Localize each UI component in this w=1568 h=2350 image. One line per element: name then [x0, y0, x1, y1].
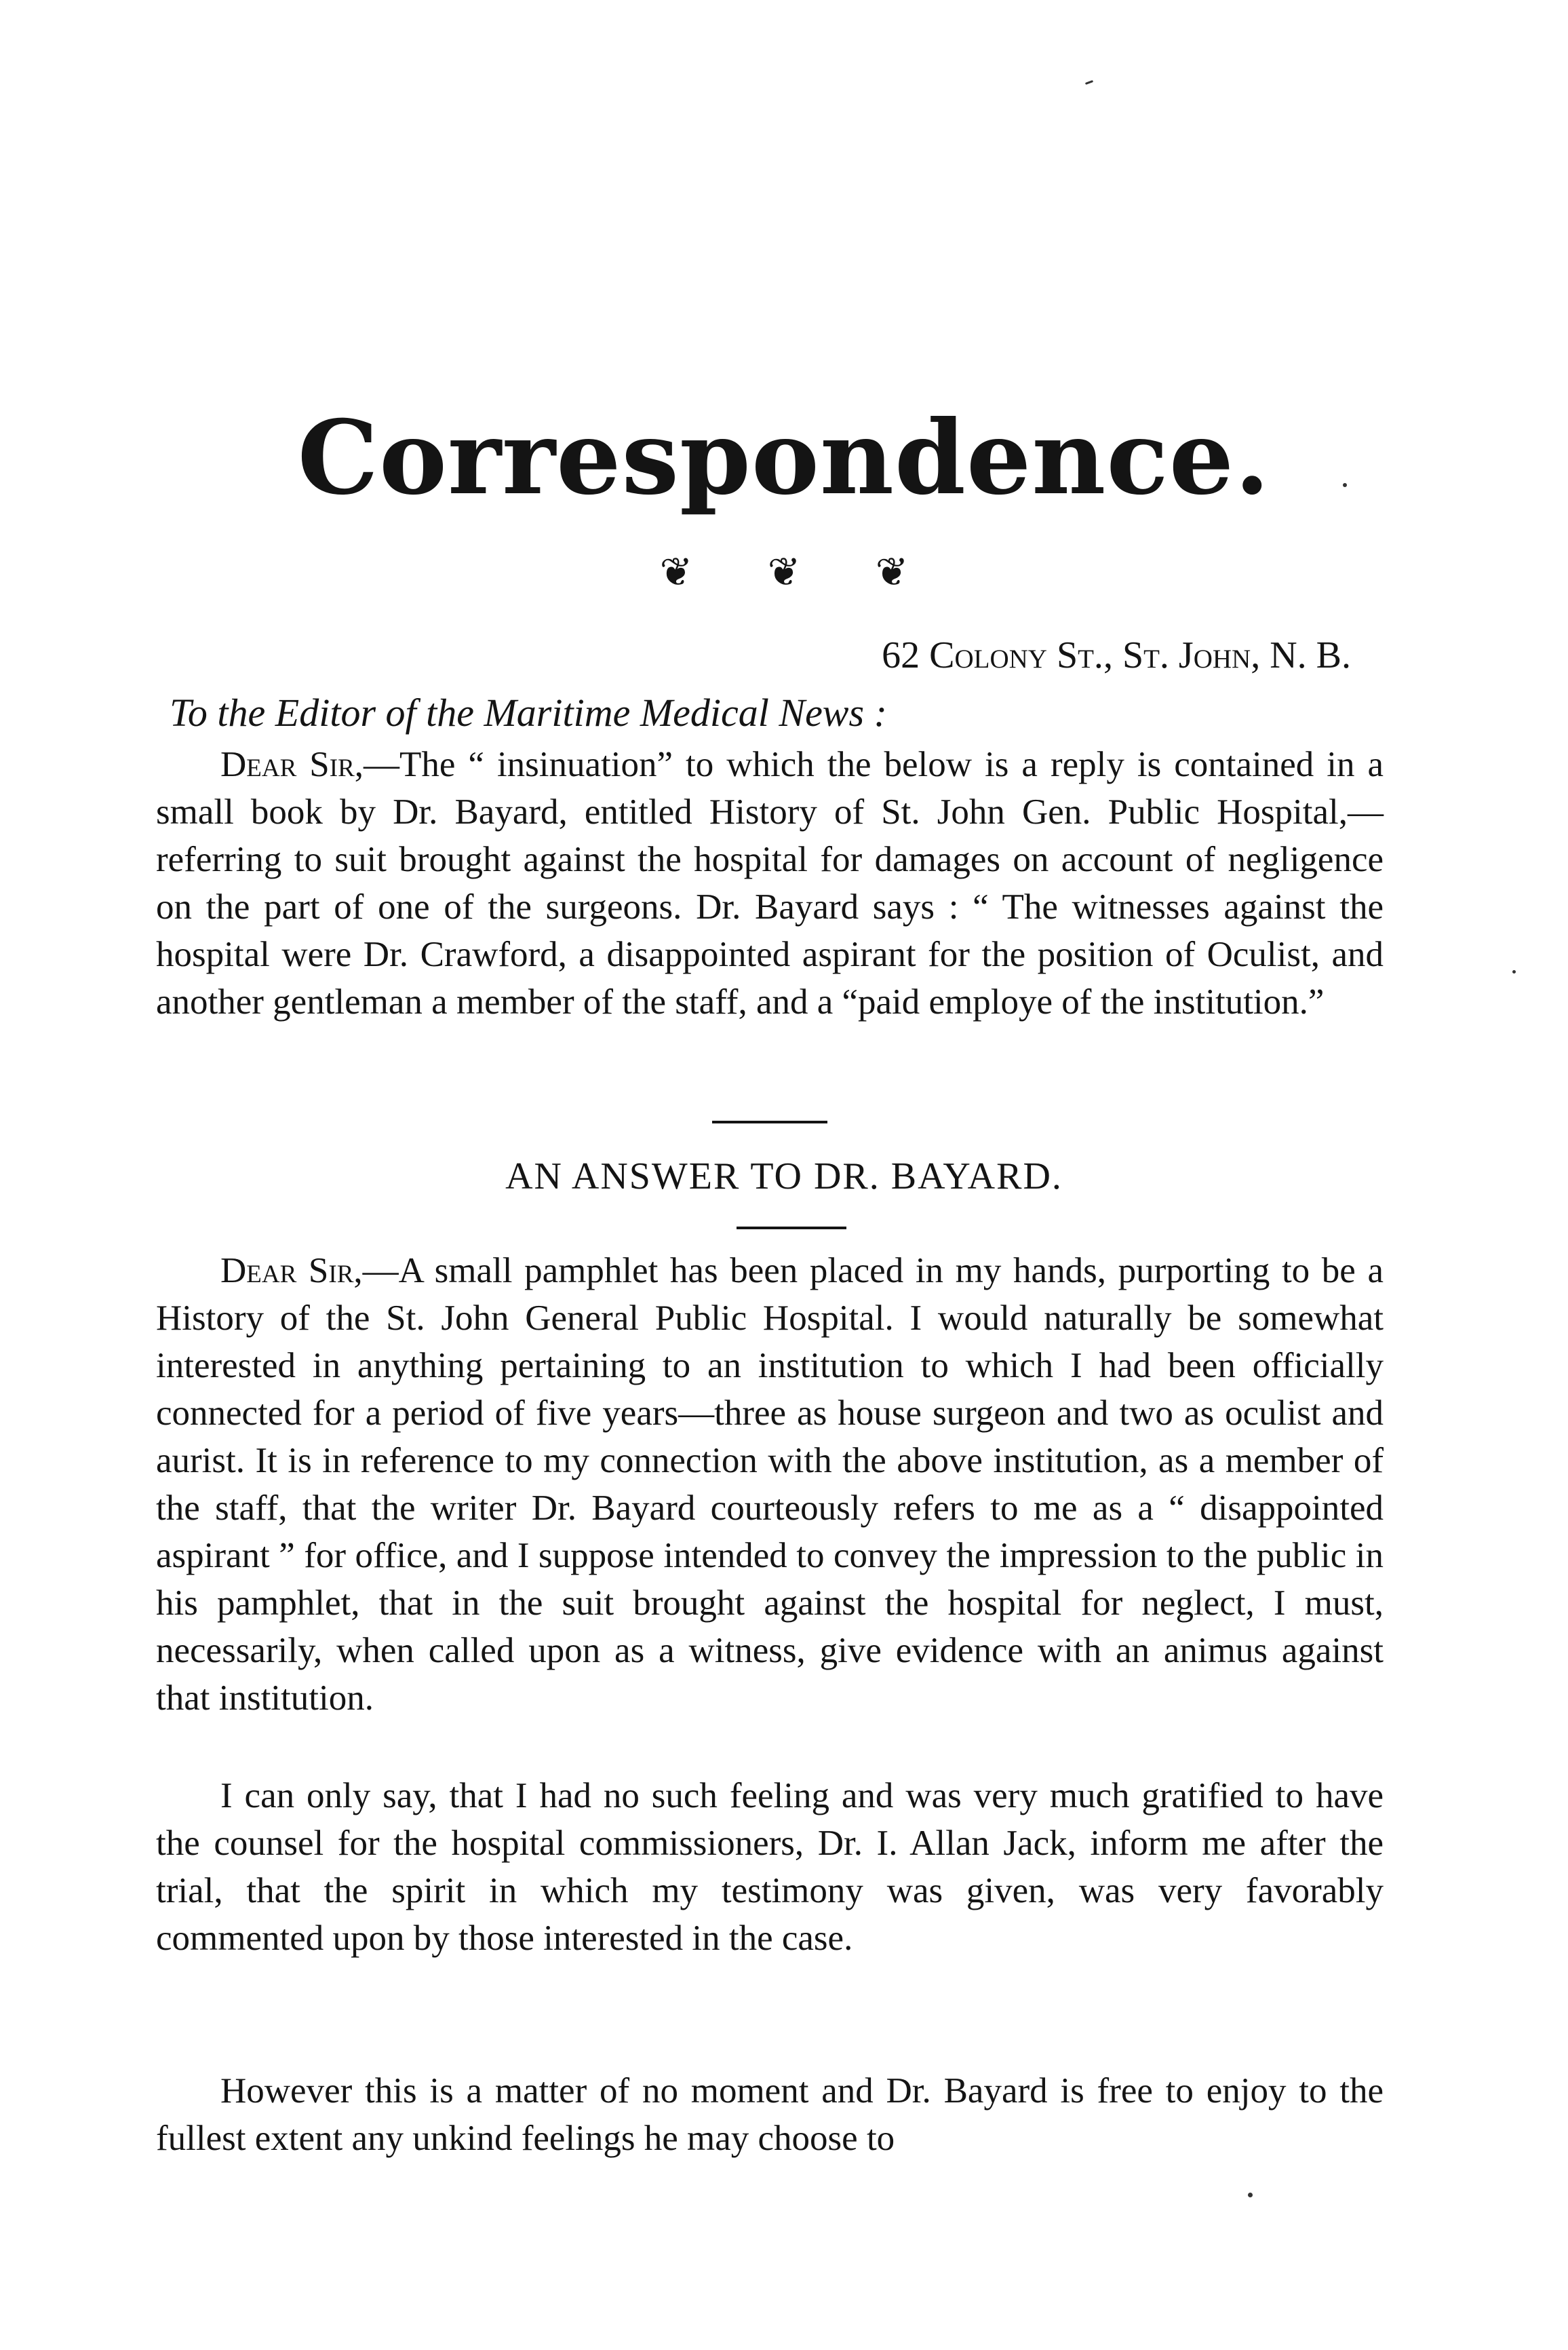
print-speck	[1085, 80, 1093, 85]
print-speck	[1248, 2193, 1253, 2197]
address-city: St. John	[1122, 634, 1251, 676]
letter-paragraph: However this is a matter of no moment and Dr. Bayard is free to enjoy to the fullest extent any unkind feelings he may choose to	[156, 2071, 1384, 2158]
sender-address: 62 Colony St., St. John, N. B.	[882, 634, 1351, 676]
letter-opening: Dear Sir,	[220, 1251, 363, 1290]
ornament-icon: ❦	[767, 550, 801, 594]
intro-text: —The “ insinuation” to which the below is a reply is contained in a small book by Dr. Bayard, entitled History of St. John Gen. Public Hospital,—referring to suit brought against the hospital for damages on account of negligence on the part of one of the surgeons. Dr. Bayard says : “ The witnesses against the hospital were Dr. Crawford, a disappointed aspirant for the position of Oculist, and another gentleman a member of the staff, and a “paid employe of the institution.”	[156, 745, 1384, 1022]
divider-rule	[712, 1121, 827, 1123]
letter-paragraph: I can only say, that I had no such feeling and was very much gratified to have the counsel for the hospital commissioners, Dr. I. Allan Jack, inform me after the trial, that the spirit in which my testimony was given, was very favorably commented upon by those interested in the case.	[156, 1776, 1384, 1958]
section-title: AN ANSWER TO DR. BAYARD.	[505, 1155, 1063, 1197]
page-heading: Correspondence.	[297, 398, 1271, 518]
paragraph-text: —A small pamphlet has been placed in my hands, purporting to be a History of the St. John General Public Hospital. I would naturally be somewhat interested in anything pertaining to an institution to which I had been officially connected for a period of five years—three as house surgeon and two as oculist and aurist. It is in reference to my connection with the above institution, as a member of the staff, that the writer Dr. Bayard courteously refers to me as a “ disappointed aspirant ” for office, and I suppose intended to convey the impression to the public in his pamphlet, that in the suit brought against the hospital for neglect, I must, necessarily, when called upon as a witness, give evidence with an animus against that institution.	[156, 1251, 1384, 1718]
editor-salutation: To the Editor of the Maritime Medical News :	[170, 691, 887, 735]
print-speck	[1512, 970, 1516, 974]
address-street: Colony St.	[929, 634, 1103, 676]
intro-paragraph	[156, 741, 1384, 1026]
address-province: N. B.	[1270, 634, 1351, 676]
divider-rule	[737, 1227, 846, 1229]
ornament-row	[0, 550, 1568, 594]
intro-opening: Dear Sir,	[220, 745, 364, 784]
ornament-icon: ❦	[659, 550, 693, 594]
address-number: 62	[882, 634, 920, 676]
letter-paragraph	[156, 1247, 1384, 1722]
ornament-icon: ❦	[875, 550, 909, 594]
print-speck	[1343, 483, 1347, 487]
